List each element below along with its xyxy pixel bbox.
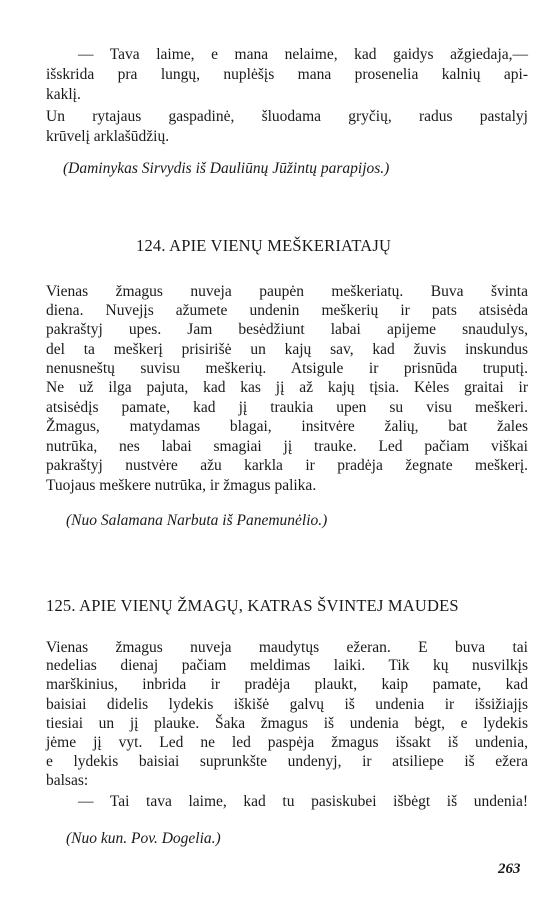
story-124-citation: (Nuo Salamana Narbuta iš Panemunėlio.): [66, 512, 328, 529]
story-124-line: pakraštyj upes. Jam besėdžiunt labai apijeme snaudulys,: [46, 321, 528, 338]
story-125-line: jėme jį vyt. Led ne led paspėja žmagus išsakt iš undenia,: [46, 734, 528, 751]
story-125-line: e lydekis baisiai suprunkšte undenyj, ir atsiliepe iš ežera: [46, 753, 528, 770]
story-125-citation: (Nuo kun. Pov. Dogelia.): [66, 830, 221, 847]
intro-line: Un rytajaus gaspadinė, šluodama gryčių, radus pastalyj: [46, 108, 528, 125]
story-124-line: pakraštyj nustvėre ažu karkla ir pradėja žegnate meškerį.: [46, 457, 528, 474]
page-number: 263: [498, 861, 521, 877]
story-124-line: Ne už ilga pajuta, kad kas jį až kajų tįsia. Kėles graitai ir: [46, 379, 528, 396]
story-124-line: nutrūka, nes labai smagiai jį trauke. Led pačiam viškai: [46, 438, 528, 455]
intro-line: išskrida pra lungų, nuplėšįs mana prosenelia kalnių api-: [46, 66, 528, 83]
story-124-line: nenusneštų suvisu meškerių. Atsigule ir prisnūda truputį.: [46, 360, 528, 377]
story-124-line: Žmagus, matydamas blagai, insitvėre žalių, bat žales: [46, 418, 528, 435]
story-124-line: Tuojaus meškere nutrūka, ir žmagus palika.: [46, 477, 317, 494]
intro-line: kaklį.: [46, 86, 81, 103]
story-124-line: Vienas žmagus nuveja paupėn meškeriatų. Buva švinta: [46, 283, 528, 300]
intro-citation: (Daminykas Sirvydis iš Dauliūnų Jūžintų parapijos.): [63, 160, 390, 177]
story-124-line: atsisėdįs pamate, kad jį traukia upen su visu meškeri.: [46, 399, 528, 416]
story-125-heading: 125. APIE VIENŲ ŽMAGŲ, KATRAS ŠVINTEJ MAUDES: [46, 596, 459, 615]
story-124-line: diena. Nuvejįs ažumete undenin meškerių ir pats atsisėda: [46, 302, 528, 319]
intro-line: — Tava laime, e mana nelaime, kad gaidys ažgiedaja,—: [78, 46, 528, 63]
story-125-line: — Tai tava laime, kad tu pasiskubei išbėgt iš undenia!: [78, 793, 528, 810]
story-124-line: del ta meškerį prisirišė un kajų sav, kad žuvis inskundus: [46, 341, 528, 358]
story-125-line: baisiai didelis lydekis iškišė galvų iš undenia ir išsižiajįs: [46, 696, 528, 713]
story-124-heading: 124. APIE VIENŲ MEŠKERIATAJŲ: [136, 236, 392, 255]
story-125-line: marškinius, inbrida ir pradėja plaukt, kaip pamate, kad: [46, 676, 528, 693]
story-125-line: tiesiai un jį plauke. Šaka žmagus iš undenia bėgt, e lydekis: [46, 715, 528, 732]
intro-line: krūvelį arklašūdžių.: [46, 128, 170, 145]
story-125-line: nedelias dienaj pačiam meldimas laiki. Tik kų nusvilkįs: [46, 657, 528, 674]
story-125-line: Vienas žmagus nuveja maudytųs ežeran. E buva tai: [46, 639, 528, 656]
story-125-line: balsas:: [46, 772, 89, 789]
